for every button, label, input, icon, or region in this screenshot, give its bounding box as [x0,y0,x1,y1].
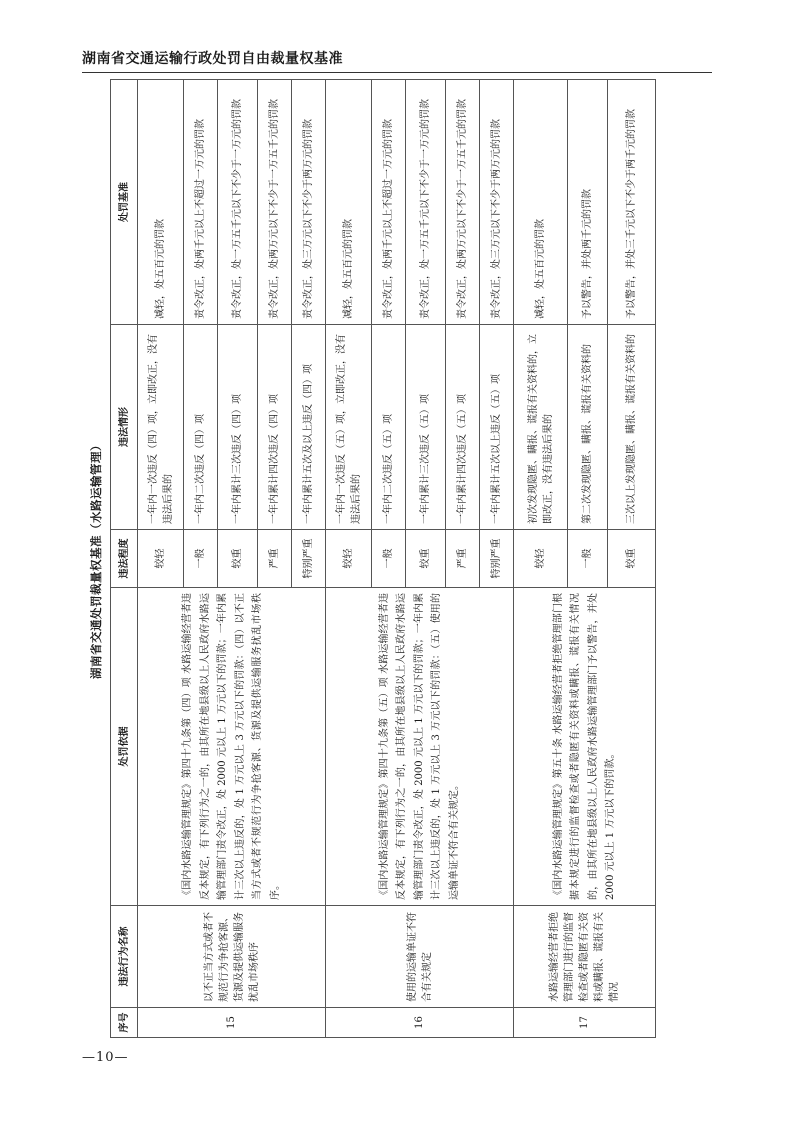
violation-degree-cell: 一般 [372,530,406,588]
penalty-standard-cell: 责令改正，处一万五千元以下不少于一万元的罚款 [218,80,258,325]
violation-name-cell: 使用的运输单证不符合有关规定 [326,906,514,1008]
violation-degree-cell: 严重 [258,530,292,588]
violation-situation-cell: 一年内二次违反（四）项 [184,325,218,530]
penalty-standard-cell: 减轻，处五百元的罚款 [514,80,568,325]
violation-degree-cell: 一般 [184,530,218,588]
violation-degree-cell: 较重 [608,530,656,588]
col-header-degree: 违法程度 [111,530,138,588]
violation-degree-cell: 较轻 [326,530,372,588]
violation-degree-cell: 较重 [406,530,446,588]
col-header-name: 违法行为名称 [111,906,138,1008]
table-row [514,80,568,1038]
table-caption: 湖南省交通处罚裁量权基准（水路运输管理） [89,439,103,679]
table-header-row [111,80,138,1038]
violation-name-cell: 以不正当方式或者不规范行为争抢客源、货源及提供运输服务扰乱市场秩序 [138,906,326,1008]
penalty-standard-cell: 责令改正，处三万元以下不少于两万元的罚款 [292,80,326,325]
penalty-standard-cell: 责令改正，处两千元以上不超过一万元的罚款 [184,80,218,325]
penalty-standard-cell: 责令改正，处两万元以下不少于一万五千元的罚款 [446,80,480,325]
penalty-standard-cell: 责令改正，处两万元以下不少于一万五千元的罚款 [258,80,292,325]
violation-degree-cell: 一般 [568,530,608,588]
violation-situation-cell: 一年内累计五次以上违反（五）项 [480,325,514,530]
penalty-standard-cell: 责令改正，处一万五千元以下不少于一万元的罚款 [406,80,446,325]
penalty-standard-cell: 予以警告，并处三千元以下不少于两千元的罚款 [608,80,656,325]
penalty-standard-cell: 减轻，处五百元的罚款 [326,80,372,325]
violation-degree-cell: 较轻 [514,530,568,588]
row-number-cell: 16 [326,1008,514,1038]
col-header-basis: 处罚依据 [111,588,138,906]
col-header-no: 序号 [111,1008,138,1038]
table-row [138,80,184,1038]
violation-degree-cell: 严重 [446,530,480,588]
page-number: —10— [82,1050,129,1065]
violation-situation-cell: 一年内一次违反（四）项，立即改正，没有违法后果的 [138,325,184,530]
penalty-basis-cell: 《国内水路运输管理规定》第五十条 水路运输经营者拒绝管理部门根据本规定进行的监督检查或者隐匿有关资料或瞒报、谎报有关情况的，由其所在地县级以上人民政府水路运输管理部门予以警告，并处 2000 元以上 1 万元以下的罚款。 [514,588,656,906]
col-header-penalty: 处罚基准 [111,80,138,325]
violation-situation-cell: 一年内累计三次违反（五）项 [406,325,446,530]
violation-situation-cell: 一年内累计四次违反（四）项 [258,325,292,530]
violation-degree-cell: 较重 [218,530,258,588]
row-number-cell: 17 [514,1008,656,1038]
violation-degree-cell: 较轻 [138,530,184,588]
violation-situation-cell: 初次发现隐匿、瞒报、谎报有关资料的，立即改正，没有违法后果的 [514,325,568,530]
penalty-standard-cell: 减轻，处五百元的罚款 [138,80,184,325]
col-header-situation: 违法情形 [111,325,138,530]
penalty-standard-cell: 责令改正，处两千元以上不超过一万元的罚款 [372,80,406,325]
violation-situation-cell: 一年内二次违反（五）项 [372,325,406,530]
page-header-title: 湖南省交通运输行政处罚自由裁量权基准 [82,51,343,67]
header-divider [82,72,712,73]
table-body [138,80,656,1038]
table-header [111,80,138,1038]
penalty-standard-table [110,79,656,1038]
violation-situation-cell: 第二次发现隐匿、瞒报、谎报有关资料的 [568,325,608,530]
violation-situation-cell: 一年内一次违反（五）项，立即改正，没有违法后果的 [326,325,372,530]
violation-situation-cell: 一年内累计五次及以上违反（四）项 [292,325,326,530]
penalty-basis-cell: 《国内水路运输管理规定》第四十九条第（五）项 水路运输经营者违反本规定，有下列行为之一的，由其所在地县级以上人民政府水路运输管理部门责令改正，处 2000 元以上 1 万元以下的罚款；一年内累计三次以上违反的，处 1 万元以上 3 万元以下的罚款：（五）使用的运输单证不符合有关规定。 [326,588,514,906]
violation-degree-cell: 特别严重 [292,530,326,588]
violation-degree-cell: 特别严重 [480,530,514,588]
violation-name-cell: 水路运输经营者拒绝管理部门进行的监督检查或者隐匿有关资料或瞒报、谎报有关情况 [514,906,656,1008]
violation-situation-cell: 一年内累计四次违反（五）项 [446,325,480,530]
penalty-standard-cell: 予以警告，并处两千元的罚款 [568,80,608,325]
violation-situation-cell: 三次以上发现隐匿、瞒报、谎报有关资料的 [608,325,656,530]
penalty-standard-cell: 责令改正，处三万元以下不少于两万元的罚款 [480,80,514,325]
row-number-cell: 15 [138,1008,326,1038]
penalty-basis-cell: 《国内水路运输管理规定》第四十九条第（四）项 水路运输经营者违反本规定，有下列行为之一的，由其所在地县级以上人民政府水路运输管理部门责令改正，处 2000 元以上 1 万元以下的罚款；一年内累计三次以上违反的，处 1 万元以上 3 万元以下的罚款：（四）以不正当方式或者不规范行为争抢客源、货源及提供运输服务扰乱市场秩序。 [138,588,326,906]
table-row [326,80,372,1038]
violation-situation-cell: 一年内累计三次违反（四）项 [218,325,258,530]
rotated-table-region [82,80,712,1038]
